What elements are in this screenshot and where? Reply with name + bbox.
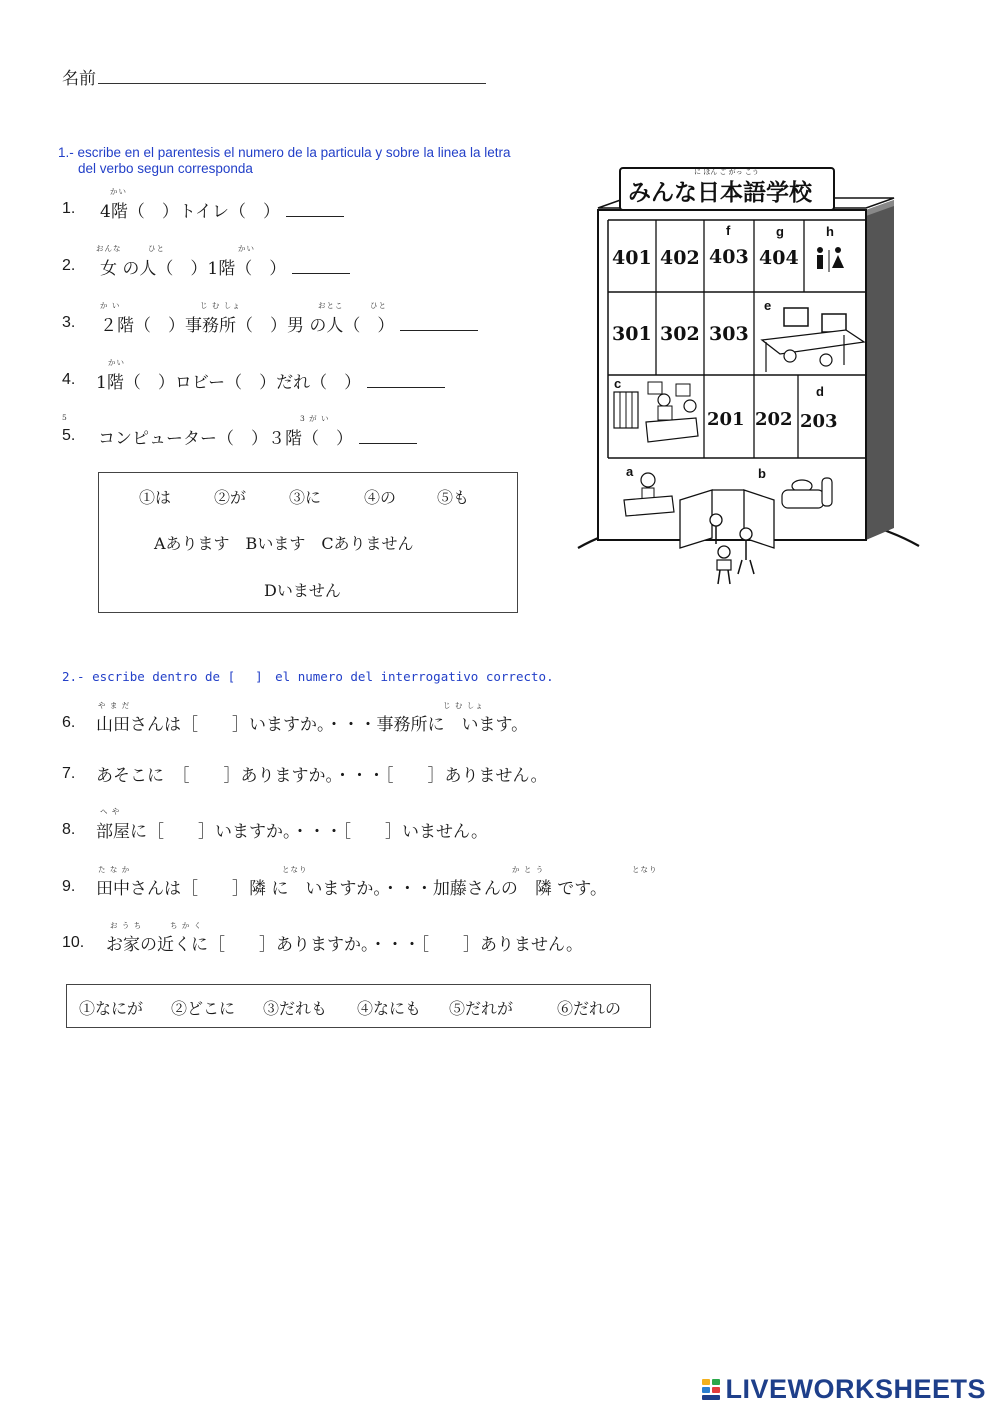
interrogative-option: ⑤だれが — [449, 999, 514, 1018]
item-number: 10. — [62, 934, 85, 951]
room-404: 404 — [759, 247, 799, 269]
furigana: かい — [238, 244, 255, 253]
interrogative-option: ①なにが — [79, 999, 144, 1018]
answer-line[interactable] — [292, 259, 350, 274]
room-303: 303 — [709, 323, 749, 345]
interrogative-option: ④なにも — [357, 999, 422, 1018]
room-202: 202 — [755, 409, 793, 430]
answer-line[interactable] — [286, 202, 344, 217]
furigana: となり — [282, 865, 308, 874]
label-b: b — [758, 466, 766, 481]
furigana: へ や — [100, 807, 121, 816]
particle-option: ①は — [139, 488, 172, 507]
furigana: 5 — [62, 413, 68, 422]
room-203: 203 — [800, 411, 838, 432]
furigana: た な か — [98, 865, 131, 874]
room-402: 402 — [660, 247, 700, 269]
item-text: あそこに ［ ］ありますか。・・・［ ］ありません。 — [96, 766, 548, 786]
school-building-illustration — [576, 160, 921, 590]
section1-instruction-line2: del verbo segun corresponda — [78, 161, 253, 176]
furigana: か と う — [512, 865, 545, 874]
item-number: 4. — [62, 371, 76, 388]
item-text: 山田さんは［ ］いますか。・・・事務所に います。 — [96, 715, 529, 735]
furigana: ひと — [370, 301, 387, 310]
item-text: 女 の人（ ）1階（ ） — [100, 259, 287, 279]
item-text: コンピューター（ ）３階（ ） — [98, 429, 353, 449]
furigana: ち か く — [170, 921, 203, 930]
label-d: d — [816, 384, 824, 399]
furigana: じ む しょ — [200, 301, 241, 310]
logo-text: LIVEWORKSHEETS — [725, 1374, 986, 1404]
furigana: 3 が い — [300, 414, 330, 423]
item-number: 9. — [62, 878, 76, 895]
name-line[interactable] — [98, 83, 486, 84]
answer-line[interactable] — [367, 373, 445, 388]
answer-line[interactable] — [400, 316, 478, 331]
label-f: f — [726, 223, 731, 238]
item-number: 8. — [62, 821, 76, 838]
label-h: h — [826, 224, 834, 239]
interrogative-option: ②どこに — [171, 999, 236, 1018]
sign-ruby: に ほん ご がっ こう — [694, 168, 759, 176]
furigana: か い — [100, 301, 121, 310]
item-number: 5. — [62, 427, 76, 444]
particle-option: ③に — [289, 488, 322, 507]
name-label: 名前 — [62, 69, 96, 89]
furigana: じ む しょ — [443, 701, 484, 710]
liveworksheets-logo[interactable] — [702, 1374, 986, 1405]
item-text: 1階（ ）ロビー（ ）だれ（ ） — [96, 373, 362, 393]
section2-instruction: 2.- escribe dentro de [ ] el numero del interrogativo correcto. — [62, 669, 554, 684]
label-e: e — [764, 298, 772, 313]
liveworksheets-logo-icon — [702, 1379, 722, 1401]
furigana: かい — [108, 358, 125, 367]
item-number: 6. — [62, 714, 76, 731]
label-a: a — [626, 464, 634, 479]
room-302: 302 — [660, 323, 700, 345]
furigana: となり — [632, 865, 658, 874]
room-301: 301 — [612, 323, 652, 345]
furigana: や ま だ — [98, 701, 131, 710]
item-number: 7. — [62, 765, 76, 782]
furigana: お う ち — [110, 921, 143, 930]
furigana: おとこ — [318, 301, 344, 310]
particle-option: ⑤も — [437, 488, 470, 507]
interrogative-option: ③だれも — [263, 999, 328, 1018]
label-g: g — [776, 224, 784, 239]
item-number: 3. — [62, 314, 76, 331]
interrogative-options-box — [66, 984, 651, 1028]
section1-instruction-line1: 1.- escribe en el parentesis el numero de la particula y sobre la linea la letra — [58, 145, 511, 160]
interrogative-option: ⑥だれの — [557, 999, 622, 1018]
item-number: 2. — [62, 257, 76, 274]
verb-options-row: Aあります Bいます Cありません — [154, 534, 414, 553]
particle-option: ②が — [214, 488, 247, 507]
room-201: 201 — [707, 409, 745, 430]
particle-verb-options-box — [98, 472, 518, 613]
item-text: 4階（ ）トイレ（ ） — [100, 202, 280, 222]
item-text: 部屋に［ ］いますか。・・・［ ］いません。 — [96, 822, 489, 842]
answer-line[interactable] — [359, 429, 417, 444]
school-sign: みんな日本語学校 — [628, 180, 812, 206]
furigana: おんな — [96, 244, 122, 253]
item-text: 田中さんは［ ］隣 に いますか。・・・加藤さんの 隣 です。 — [96, 879, 607, 899]
item-text: ２階（ ）事務所（ ）男 の人（ ） — [100, 316, 395, 336]
item-text: お家の近くに［ ］ありますか。・・・［ ］ありません。 — [106, 935, 584, 955]
furigana: ひと — [148, 244, 165, 253]
room-403: 403 — [709, 246, 749, 268]
furigana: かい — [110, 187, 127, 196]
verb-option: Dいません — [264, 581, 341, 600]
item-number: 1. — [62, 200, 76, 217]
label-c: c — [614, 376, 622, 391]
room-401: 401 — [612, 247, 652, 269]
particle-option: ④の — [364, 488, 397, 507]
